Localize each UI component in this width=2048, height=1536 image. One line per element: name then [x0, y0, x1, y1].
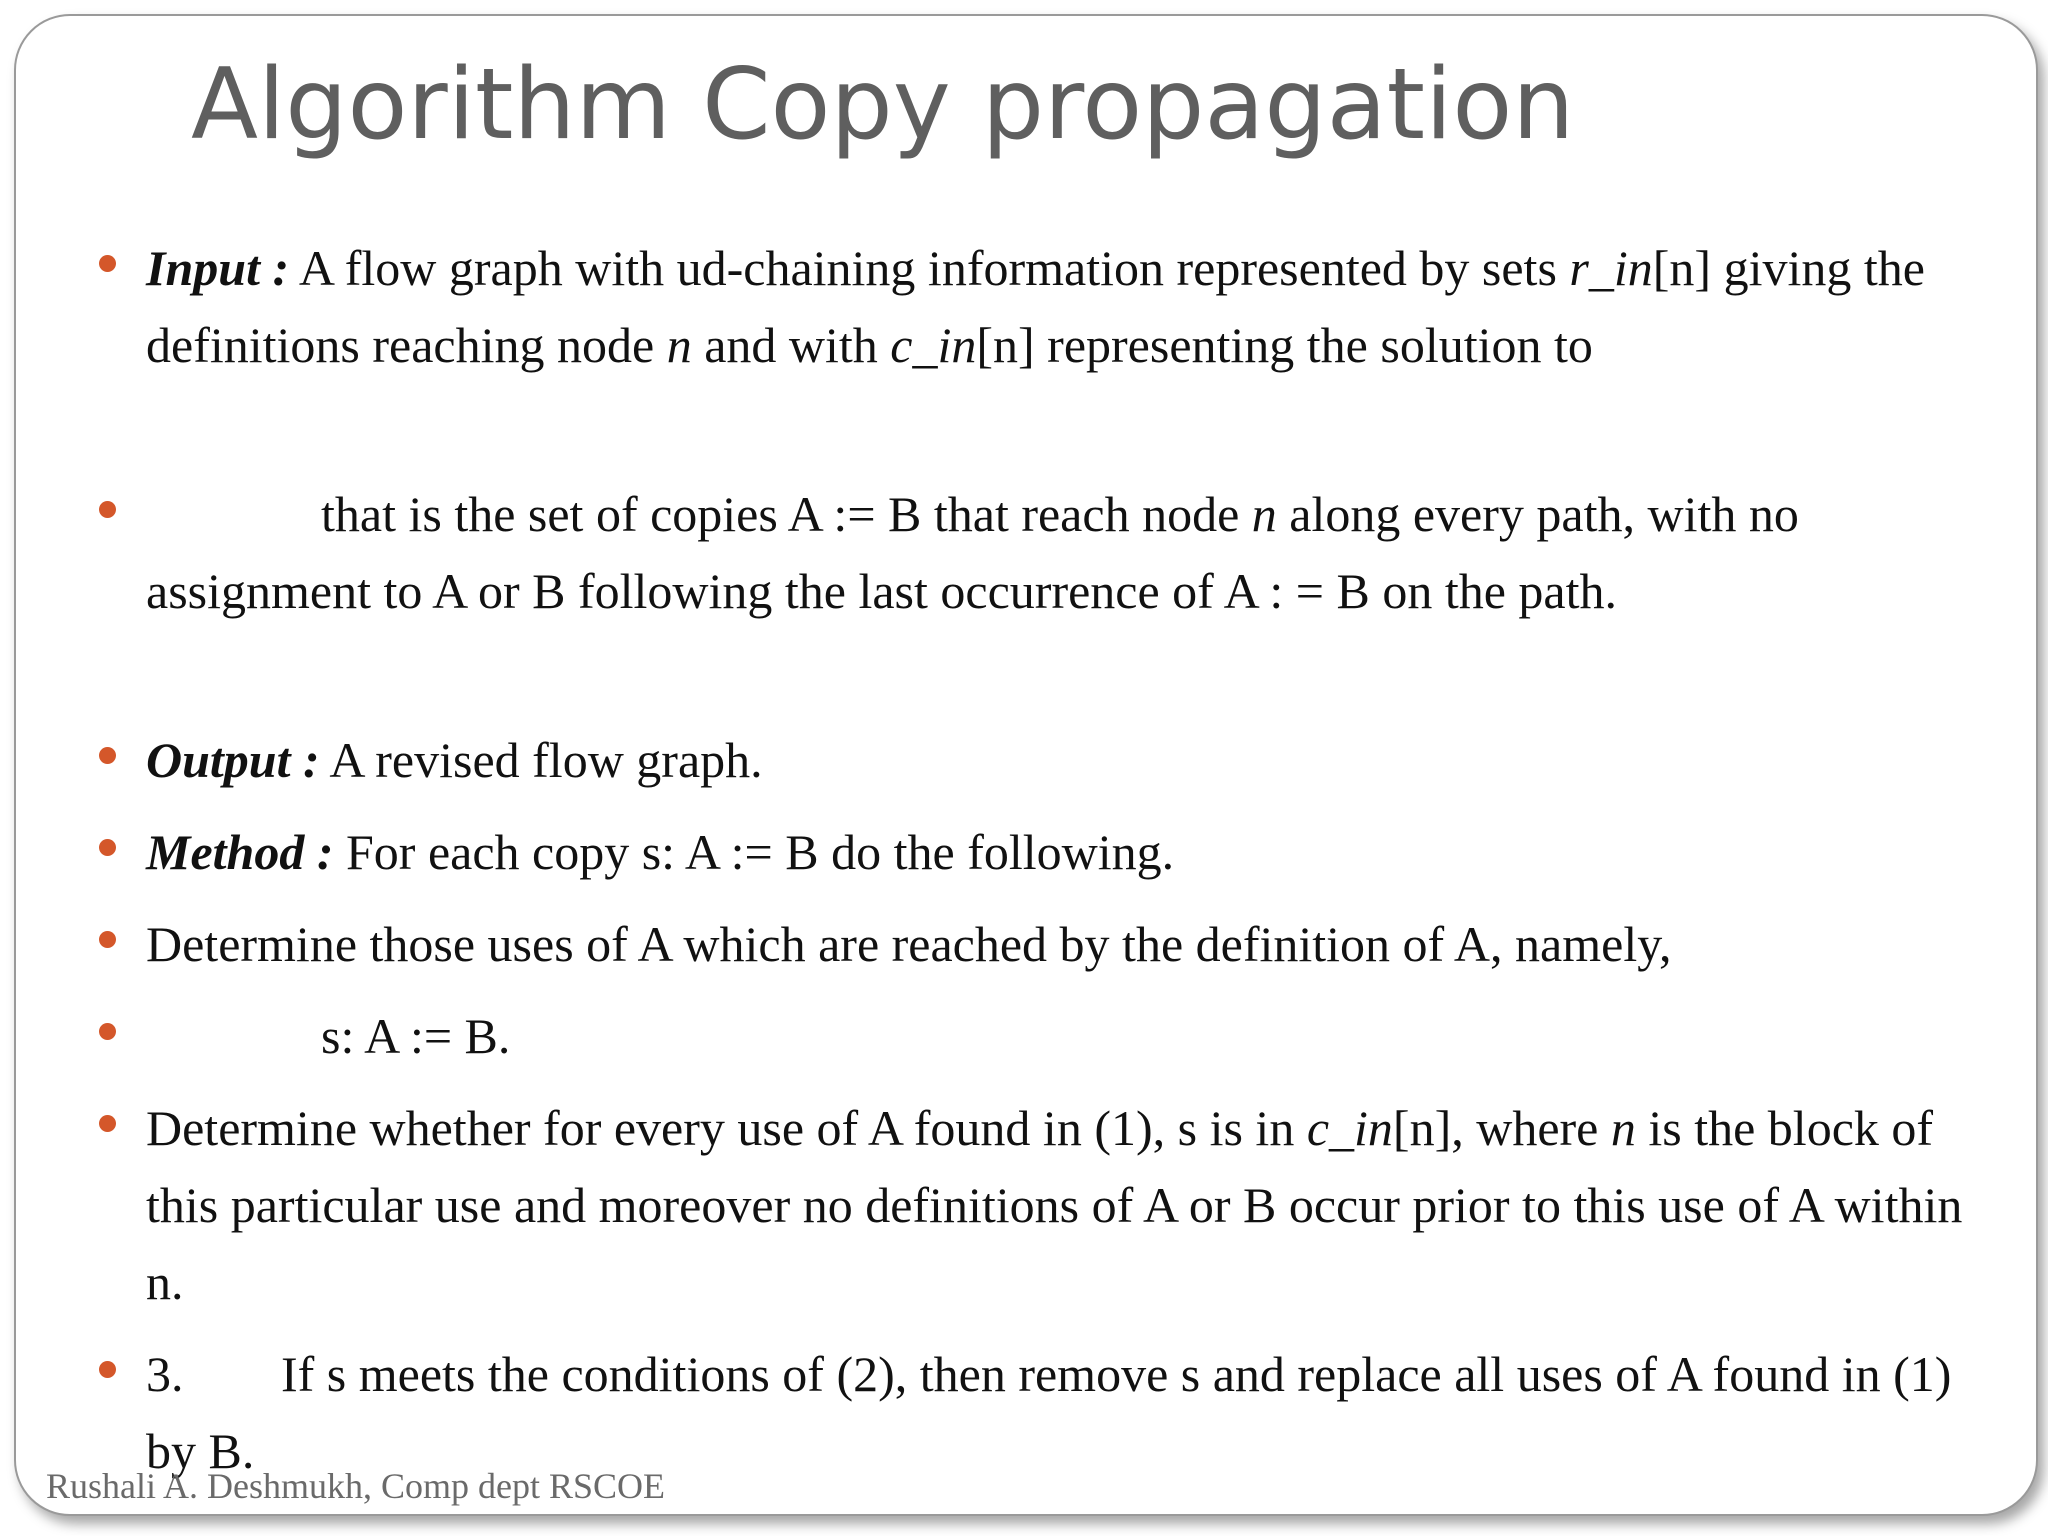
bullet-method [146, 814, 2006, 891]
input-n: n [666, 317, 692, 373]
slide [14, 14, 2038, 1516]
determine-whether-text-2: [n], where [1392, 1100, 1611, 1156]
that-is-n: n [1251, 486, 1277, 542]
that-is-text-1: that is the set of copies A := B that reach node [321, 486, 1252, 542]
bullet-dot [99, 839, 116, 856]
output-text: A revised flow graph. [329, 732, 763, 788]
bullet-dot [99, 501, 116, 518]
bullet-dot [99, 1361, 116, 1378]
bullet-dot [99, 931, 116, 948]
determine-whether-text-3: is the block of this particular use and moreover no definitions of A or B occur prior to this use of A within n. [146, 1100, 1963, 1310]
input-c-in: c_in [890, 317, 977, 373]
bullet-dot [99, 255, 116, 272]
bullet-that-is [146, 476, 2006, 630]
input-r-in: r_in [1569, 240, 1653, 296]
input-label: Input : [146, 240, 290, 296]
input-text-2: [n] giving the definitions reaching node [146, 240, 1925, 373]
bullet-list [16, 16, 2036, 1514]
determine-whether-n: n [1610, 1100, 1636, 1156]
step-3-text: If s meets the conditions of (2), then remove s and replace all uses of A found in (1) by B. [146, 1346, 1952, 1479]
bullet-dot [99, 1115, 116, 1132]
slide-title: Algorithm Copy propagation [191, 48, 1575, 162]
input-text-4: [n] representing the solution to [976, 317, 1593, 373]
step-3-number: 3. [146, 1346, 184, 1402]
determine-whether-text-1: Determine whether for every use of A found in (1), s is in [146, 1100, 1307, 1156]
bullet-determine-uses [146, 906, 2006, 983]
bullet-determine-whether [146, 1090, 2006, 1321]
s-def-text: s: A := B. [321, 1008, 511, 1064]
input-text-3: and with [691, 317, 891, 373]
bullet-s-def [146, 998, 2006, 1075]
output-label: Output : [146, 732, 320, 788]
bullet-output [146, 722, 2006, 799]
bullet-dot [99, 747, 116, 764]
input-text-1: A flow graph with ud-chaining information represented by sets [298, 240, 1570, 296]
that-is-text-2: along every path, with no assignment to A or B following the last occurrence of A : = B on the path. [146, 486, 1799, 619]
method-text: For each copy s: A := B do the following. [346, 824, 1175, 880]
method-label: Method : [146, 824, 334, 880]
determine-whether-c-in: c_in [1306, 1100, 1393, 1156]
bullet-input [146, 230, 2006, 384]
bullet-dot [99, 1023, 116, 1040]
determine-uses-text: Determine those uses of A which are reached by the definition of A, namely, [146, 916, 1672, 972]
slide-footer: Rushali A. Deshmukh, Comp dept RSCOE [46, 1466, 666, 1506]
